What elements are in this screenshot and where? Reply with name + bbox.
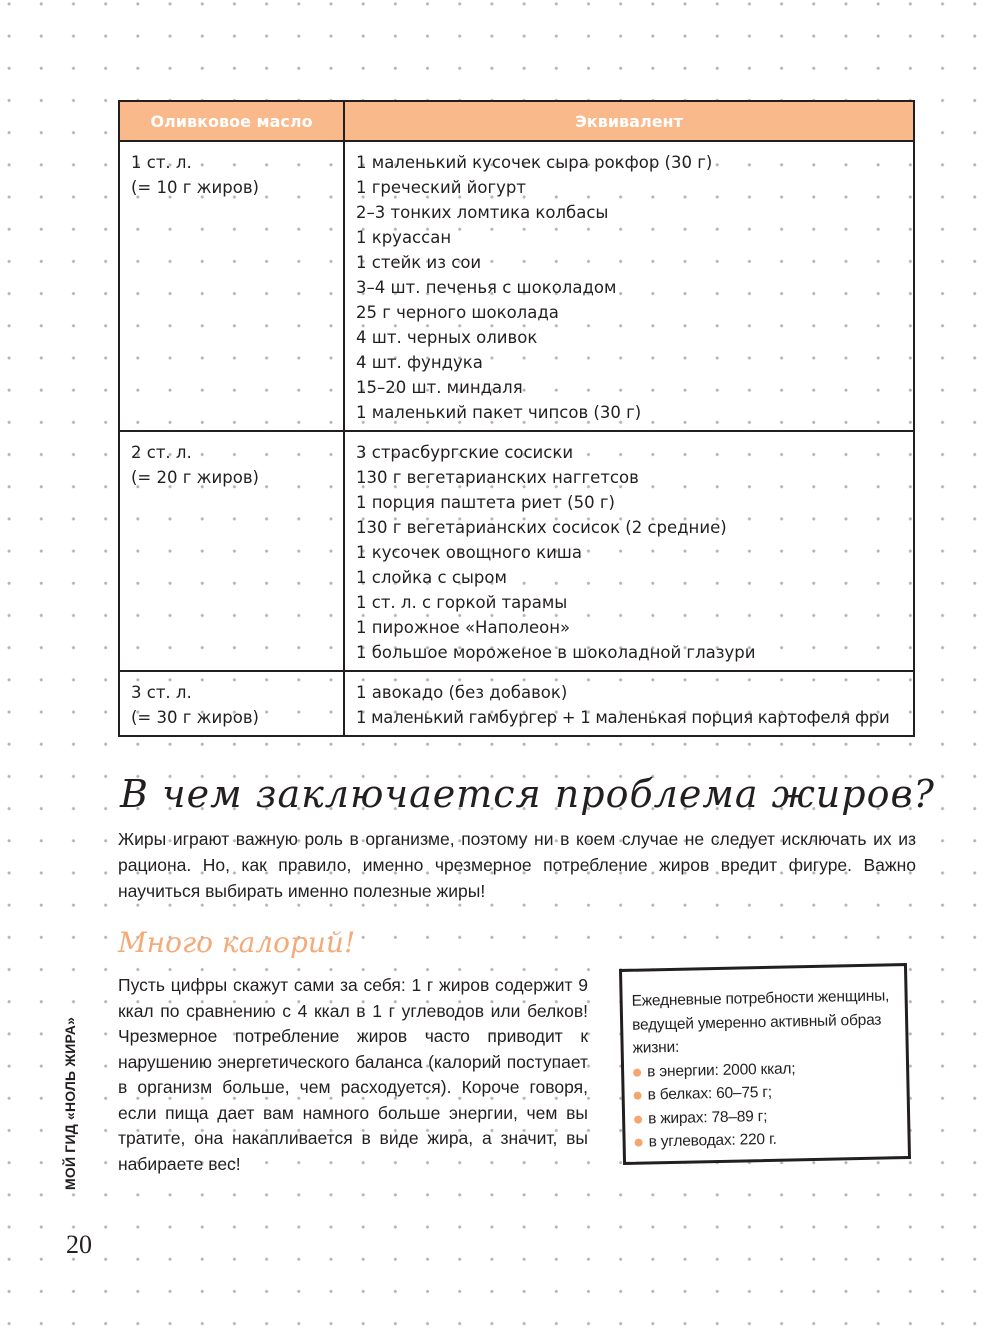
table-row	[119, 671, 914, 736]
equivalent-item: 15–20 шт. миндаля	[356, 378, 523, 397]
equivalent-item: 1 круассан	[356, 228, 452, 247]
equivalent-item: 1 маленький гамбургер + 1 маленькая порция картофеля фри	[356, 708, 890, 727]
equivalent-item: 1 порция паштета риет (50 г)	[356, 493, 615, 512]
amount-cell	[119, 431, 344, 671]
amount-text: 2 ст. л.	[131, 443, 192, 462]
amount-text: 1 ст. л.	[131, 153, 192, 172]
list-item-text: в углеводах: 220 г.	[648, 1130, 777, 1151]
header-equivalent: Эквивалент	[344, 101, 914, 141]
equivalents-cell	[344, 141, 914, 431]
equivalent-item: 1 стейк из сои	[356, 253, 482, 272]
equivalents-cell	[344, 671, 914, 736]
equivalent-item: 4 шт. черных оливок	[356, 328, 538, 347]
bullet-icon	[635, 1139, 643, 1147]
amount-fat: (= 20 г жиров)	[131, 468, 259, 487]
table-header-row	[119, 101, 914, 141]
equivalents-cell	[344, 431, 914, 671]
equivalent-item: 1 слойка с сыром	[356, 568, 507, 587]
daily-needs-list	[633, 1055, 896, 1154]
bullet-icon	[634, 1115, 642, 1123]
equivalent-item: 1 большое мороженое в шоколадной глазури	[356, 643, 756, 662]
olive-oil-equivalents-table	[118, 100, 915, 737]
list-item-text: в энергии: 2000 ккал;	[646, 1059, 796, 1080]
equivalent-item: 130 г вегетарианских наггетсов	[356, 468, 639, 487]
page-number: 20	[66, 1230, 92, 1259]
equivalent-item: 1 пирожное «Наполеон»	[356, 618, 571, 637]
section-heading: В чем заключается проблема жиров?	[120, 772, 935, 816]
equivalent-item: 1 авокадо (без добавок)	[356, 683, 568, 702]
equivalent-item: 1 греческий йогурт	[356, 178, 527, 197]
table-row	[119, 141, 914, 431]
subheading-many-calories: Много калорий!	[118, 926, 356, 959]
equivalent-item: 1 маленький кусочек сыра рокфор (30 г)	[356, 153, 713, 172]
amount-fat: (= 30 г жиров)	[131, 708, 259, 727]
calories-paragraph: Пусть цифры скажут сами за себя: 1 г жиров содержит 9 ккал по сравнению с 4 ккал в 1 г углеводов или белков! Чрезмерное потребление жиров часто приводит к нарушению энергетического баланса (калорий поступает в организм больше, чем расходуется). Короче говоря, если пища дает вам намного больше энергии, чем вы тратите, она накапливается в виде жира, а значит, вы набираете вес!	[118, 975, 588, 1174]
equivalent-item: 3–4 шт. печенья с шоколадом	[356, 278, 617, 297]
amount-cell	[119, 141, 344, 431]
equivalent-item: 130 г вегетарианских сосисок (2 средние)	[356, 518, 727, 537]
bullet-icon	[633, 1068, 641, 1076]
equivalent-item: 1 маленький пакет чипсов (30 г)	[356, 403, 642, 422]
amount-fat: (= 10 г жиров)	[131, 178, 259, 197]
amount-cell	[119, 671, 344, 736]
amount-text: 3 ст. л.	[131, 683, 192, 702]
list-item-text: в белках: 60–75 г;	[647, 1083, 773, 1104]
equivalent-item: 4 шт. фундука	[356, 353, 483, 372]
bullet-icon	[634, 1092, 642, 1100]
equivalent-item: 1 ст. л. с горкой тарамы	[356, 593, 568, 612]
table-row	[119, 431, 914, 671]
equivalent-item: 2–3 тонких ломтика колбасы	[356, 203, 609, 222]
header-olive-oil: Оливковое масло	[119, 101, 344, 141]
daily-needs-title: Ежедневные потребности женщины, ведущей умеренно активный образ жизни:	[631, 987, 890, 1057]
running-title: МОЙ ГИД «НОЛЬ ЖИРА»	[62, 1016, 78, 1190]
list-item	[634, 1125, 895, 1154]
equivalent-item: 1 кусочек овощного киша	[356, 543, 582, 562]
equivalent-item: 3 страсбургские сосиски	[356, 443, 574, 462]
daily-needs-box	[619, 963, 911, 1165]
list-item-text: в жирах: 78–89 г;	[647, 1107, 768, 1127]
equivalent-item: 25 г черного шоколада	[356, 303, 559, 322]
intro-paragraph: Жиры играют важную роль в организме, поэтому ни в коем случае не следует исключать их из рациона. Но, как правило, именно чрезмерное потребление жиров вредит фигуре. Важно научиться выбирать именно полезные жиры!	[118, 829, 916, 901]
